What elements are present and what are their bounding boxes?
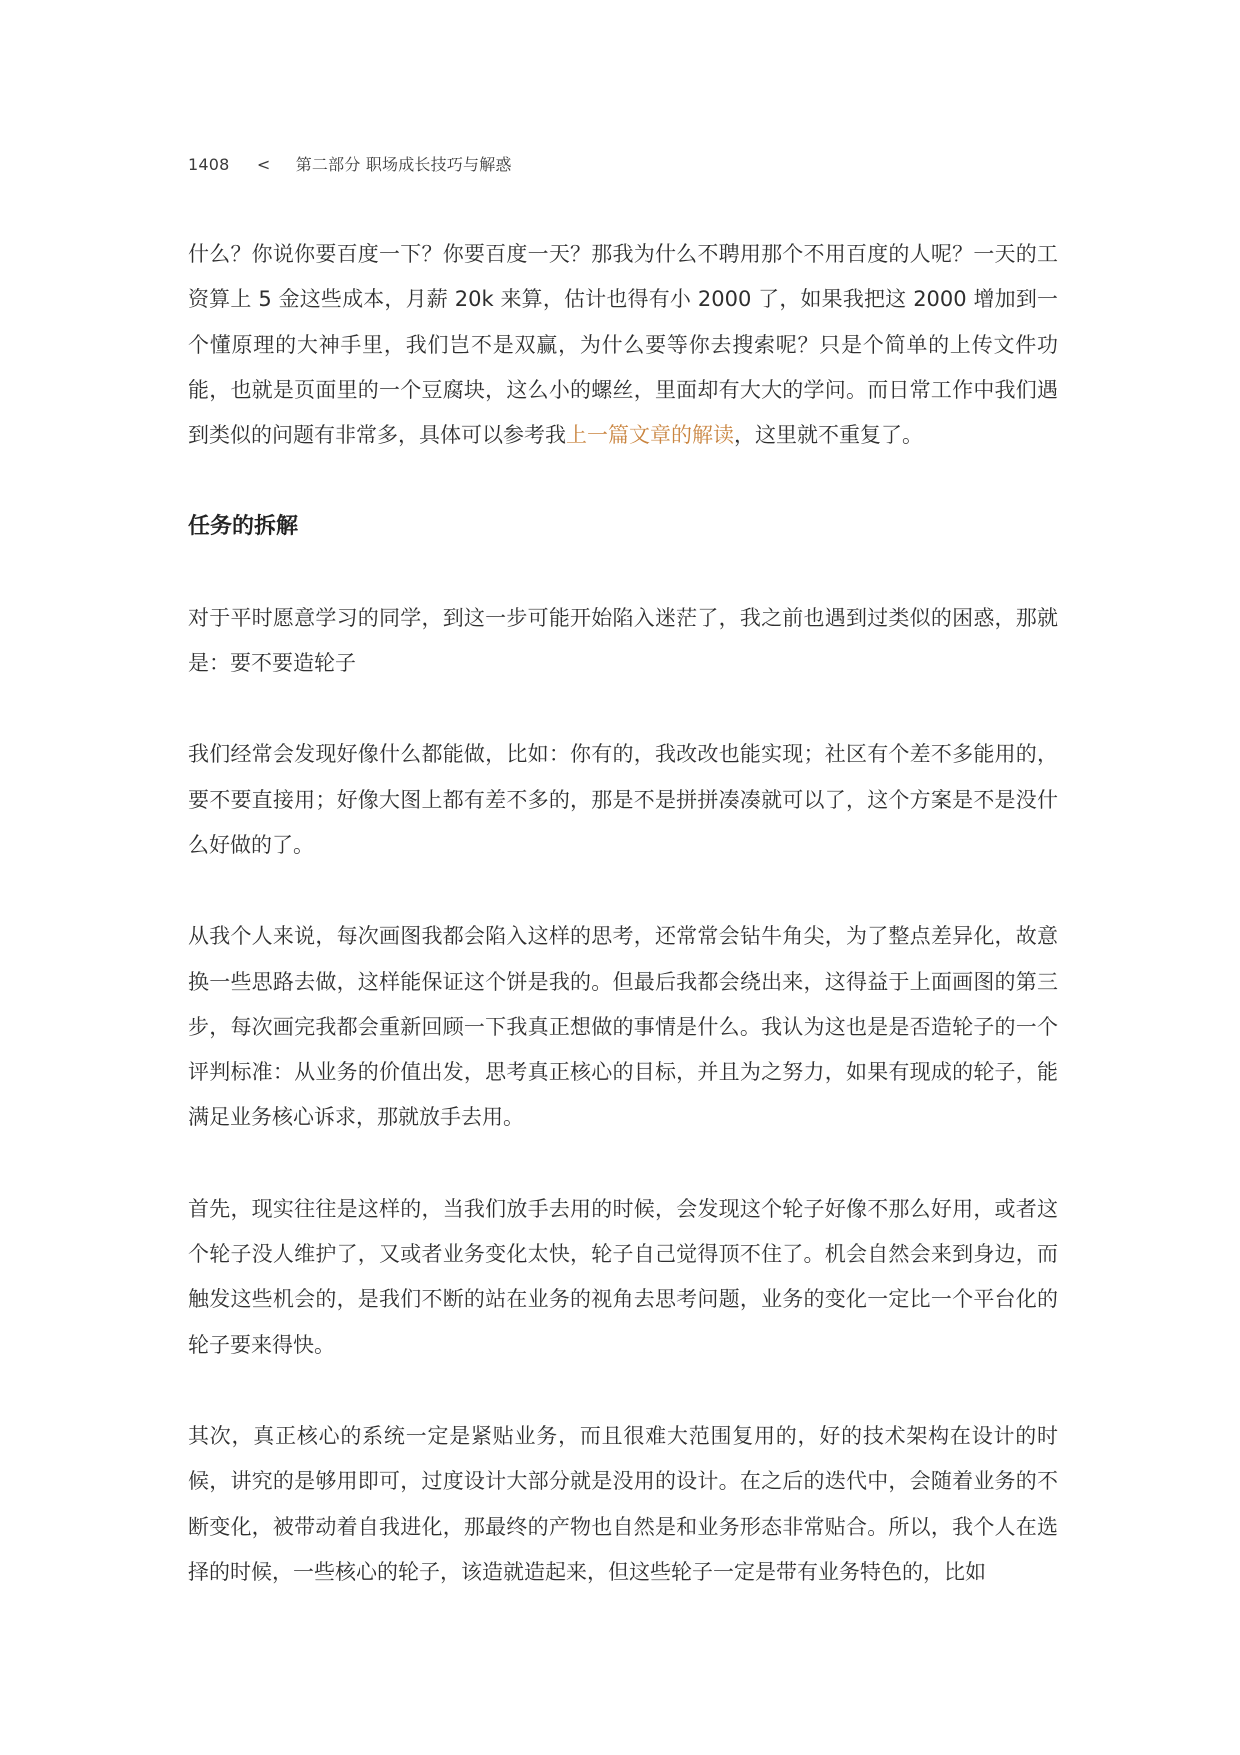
running-header xyxy=(188,152,512,175)
paragraph-3: 我们经常会发现好像什么都能做，比如：你有的，我改改也能实现；社区有个差不多能用的，要不要直接用；好像大图上都有差不多的，那是不是拼拼凑凑就可以了，这个方案是不是没什么好做的了。 xyxy=(188,742,1058,857)
body-text xyxy=(188,232,1058,1641)
page-number: 1408 xyxy=(188,155,230,174)
paragraph-1 xyxy=(188,232,1058,458)
paragraph-1-tail: ，这里就不重复了。 xyxy=(734,423,923,448)
back-chevron-icon: < xyxy=(256,155,271,174)
article-link[interactable]: 上一篇文章的解读 xyxy=(566,423,734,448)
paragraph-6: 其次，真正核心的系统一定是紧贴业务，而且很难大范围复用的，好的技术架构在设计的时候，讲究的是够用即可，过度设计大部分就是没用的设计。在之后的迭代中，会随着业务的不断变化，被带动着自我进化，那最终的产物也自然是和业务形态非常贴合。所以，我个人在选择的时候，一些核心的轮子，该造就造起来，但这些轮子一定是带有业务特色的，比如 xyxy=(188,1423,1058,1584)
section-title: 第二部分 职场成长技巧与解惑 xyxy=(295,155,512,174)
paragraph-4: 从我个人来说，每次画图我都会陷入这样的思考，还常常会钻牛角尖，为了整点差异化，故意换一些思路去做，这样能保证这个饼是我的。但最后我都会绕出来，这得益于上面画图的第三步，每次画完我都会重新回顾一下我真正想做的事情是什么。我认为这也是是否造轮子的一个评判标准：从业务的价值出发，思考真正核心的目标，并且为之努力，如果有现成的轮子，能满足业务核心诉求，那就放手去用。 xyxy=(188,924,1058,1130)
section-heading: 任务的拆解 xyxy=(188,514,299,540)
paragraph-5: 首先，现实往往是这样的，当我们放手去用的时候，会发现这个轮子好像不那么好用，或者这个轮子没人维护了，又或者业务变化太快，轮子自己觉得顶不住了。机会自然会来到身边，而触发这些机会的，是我们不断的站在业务的视角去思考问题，业务的变化一定比一个平台化的轮子要来得快。 xyxy=(188,1196,1058,1357)
paragraph-2: 对于平时愿意学习的同学，到这一步可能开始陷入迷茫了，我之前也遇到过类似的困惑，那就是：要不要造轮子 xyxy=(188,605,1058,676)
paragraph-1-text: 什么？你说你要百度一下？你要百度一天？那我为什么不聘用那个不用百度的人呢？一天的工资算上 5 金这些成本，月薪 20k 来算，估计也得有小 2000 了，如果我把这 2000 增加到一个懂原理的大神手里，我们岂不是双赢，为什么要等你去搜索呢？只是个简单的上传文件功能，也就是页面里的一个豆腐块，这么小的螺丝，里面却有大大的学问。而日常工作中我们遇到类似的问题有非常多，具体可以参考我 xyxy=(188,242,1058,448)
